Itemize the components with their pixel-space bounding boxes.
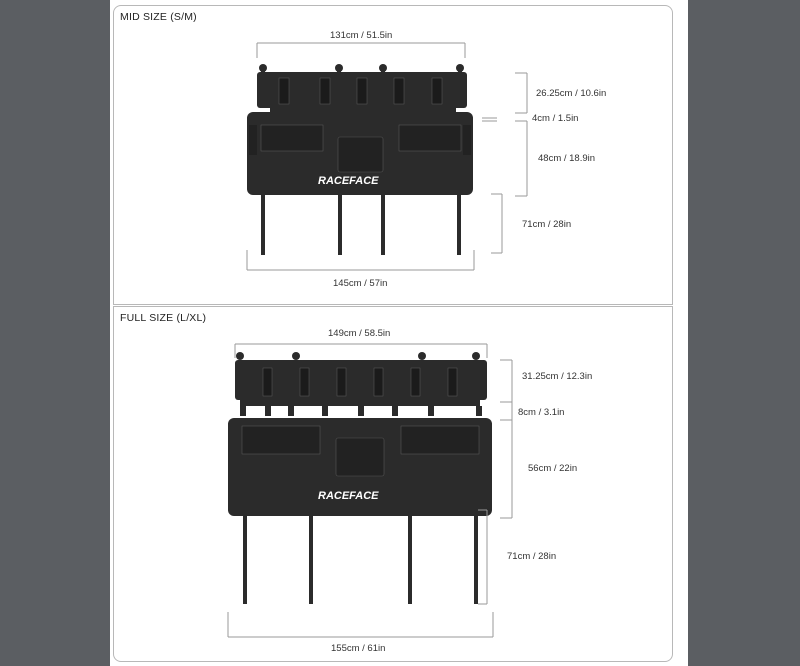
- full-legs: [243, 512, 478, 604]
- mid-size-title: MID SIZE (S/M): [120, 11, 197, 23]
- mid-pad-height-label: 48cm / 18.9in: [538, 153, 596, 164]
- full-top-width-line: [235, 344, 487, 358]
- full-knobs: [236, 352, 480, 360]
- full-pad-height-label: 56cm / 22in: [528, 463, 578, 474]
- full-gap-height-label: 8cm / 3.1in: [518, 407, 565, 418]
- full-size-title: FULL SIZE (L/XL): [120, 312, 207, 324]
- full-leg-length-label: 71cm / 28in: [507, 551, 557, 562]
- mid-bottom-width-label: 145cm / 57in: [333, 278, 388, 289]
- full-bottom-width-label: 155cm / 61in: [331, 643, 386, 654]
- full-top-width-label: 149cm / 58.5in: [328, 328, 391, 339]
- full-buckle-row: [240, 398, 482, 416]
- full-upper-height-label: 31.25cm / 12.3in: [522, 371, 593, 382]
- full-right-pocket: [401, 426, 479, 454]
- mid-brand-logo: RACEFACE: [318, 175, 379, 187]
- mid-upper-height-label: 26.25cm / 10.6in: [536, 88, 607, 99]
- mid-leg-length-label: 71cm / 28in: [522, 219, 572, 230]
- mid-top-width-label: 131cm / 51.5in: [330, 30, 393, 41]
- mid-gap-height-label: 4cm / 1.5in: [532, 113, 579, 124]
- full-center-pocket: [336, 438, 384, 476]
- full-brand-logo: RACEFACE: [318, 490, 379, 502]
- full-bottom-width-line: [228, 612, 493, 637]
- full-left-pocket: [242, 426, 320, 454]
